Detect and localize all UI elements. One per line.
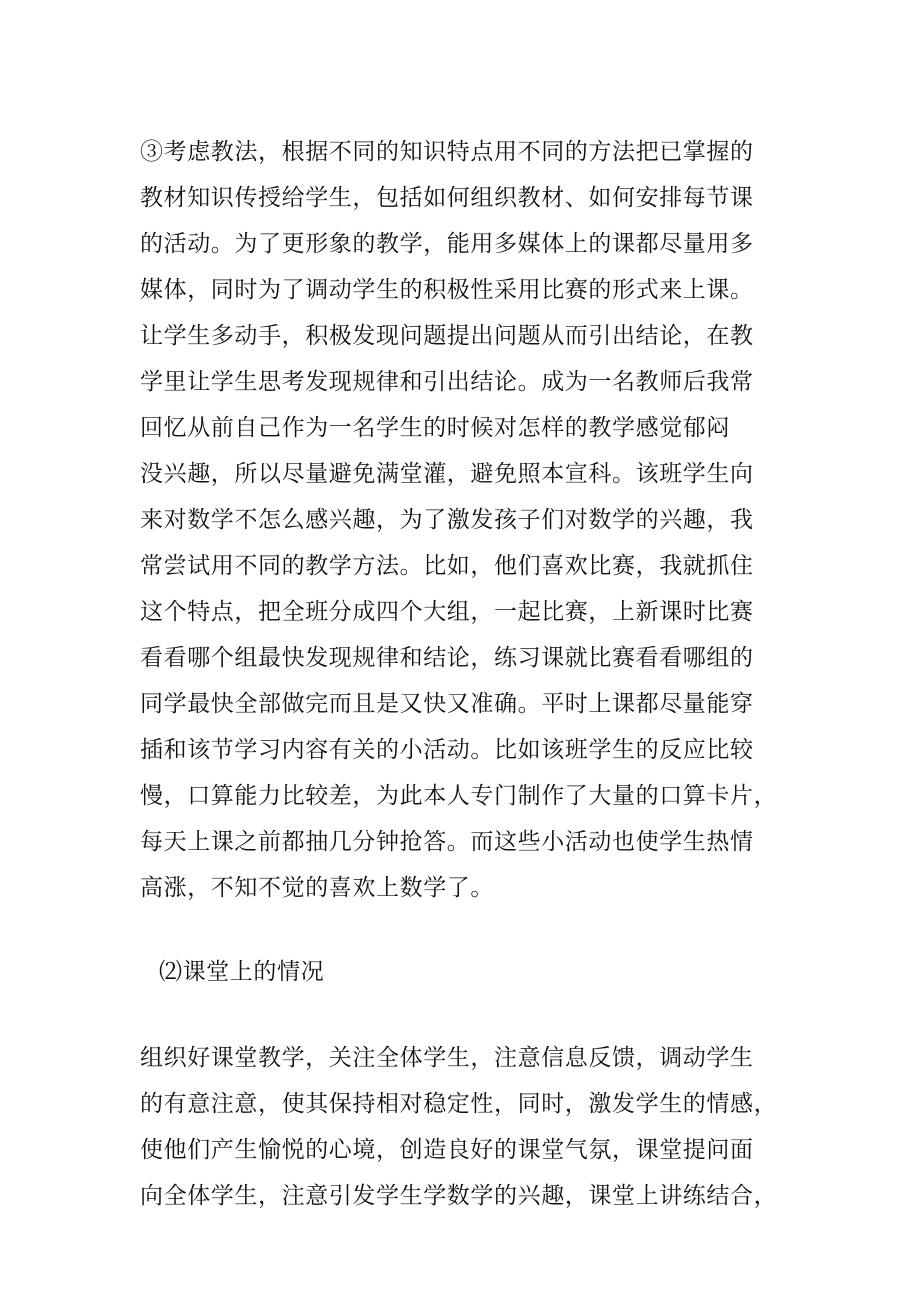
paragraph-1-line: 高涨，不知不觉的喜欢上数学了。 xyxy=(140,875,494,901)
paragraph-1-line: 没兴趣，所以尽量避免满堂灌，避免照本宣科。该班学生向 xyxy=(140,461,754,487)
paragraph-1-line: 每天上课之前都抽几分钟抢答。而这些小活动也使学生热情 xyxy=(140,829,754,855)
paragraph-2-line: 的有意注意，使其保持相对稳定性，同时，激发学生的情感， xyxy=(140,1091,778,1117)
paragraph-2-line: 使他们产生愉悦的心境，创造良好的课堂气氛，课堂提问面 xyxy=(140,1137,754,1163)
section-heading: ⑵课堂上的情况 xyxy=(159,959,325,985)
paragraph-1-line: 媒体，同时为了调动学生的积极性采用比赛的形式来上课。 xyxy=(140,277,754,303)
paragraph-1-line: 慢，口算能力比较差，为此本人专门制作了大量的口算卡片， xyxy=(140,783,778,809)
paragraph-1-line: 同学最快全部做完而且是又快又准确。平时上课都尽量能穿 xyxy=(140,691,754,717)
paragraph-1-line: 回忆从前自己作为一名学生的时候对怎样的教学感觉郁闷 xyxy=(140,415,730,441)
paragraph-2-line: 向全体学生，注意引发学生学数学的兴趣，课堂上讲练结合， xyxy=(140,1183,778,1209)
paragraph-2-line: 组织好课堂教学，关注全体学生，注意信息反馈，调动学生 xyxy=(140,1045,754,1071)
paragraph-1-line: 这个特点，把全班分成四个大组，一起比赛，上新课时比赛 xyxy=(140,599,754,625)
paragraph-1-line: 来对数学不怎么感兴趣，为了激发孩子们对数学的兴趣，我 xyxy=(140,507,754,533)
paragraph-1-line: 学里让学生思考发现规律和引出结论。成为一名教师后我常 xyxy=(140,369,754,395)
paragraph-1-line: 插和该节学习内容有关的小活动。比如该班学生的反应比较 xyxy=(140,737,754,763)
paragraph-1-line: 看看哪个组最快发现规律和结论，练习课就比赛看看哪组的 xyxy=(140,645,754,671)
paragraph-1-line: 的活动。为了更形象的教学，能用多媒体上的课都尽量用多 xyxy=(140,231,754,257)
paragraph-1-line: 常尝试用不同的教学方法。比如，他们喜欢比赛，我就抓住 xyxy=(140,553,754,579)
paragraph-1-line: ③考虑教法，根据不同的知识特点用不同的方法把已掌握的 xyxy=(140,139,754,165)
paragraph-1-line: 教材知识传授给学生，包括如何组织教材、如何安排每节课 xyxy=(140,185,754,211)
paragraph-1-line: 让学生多动手，积极发现问题提出问题从而引出结论，在教 xyxy=(140,323,754,349)
